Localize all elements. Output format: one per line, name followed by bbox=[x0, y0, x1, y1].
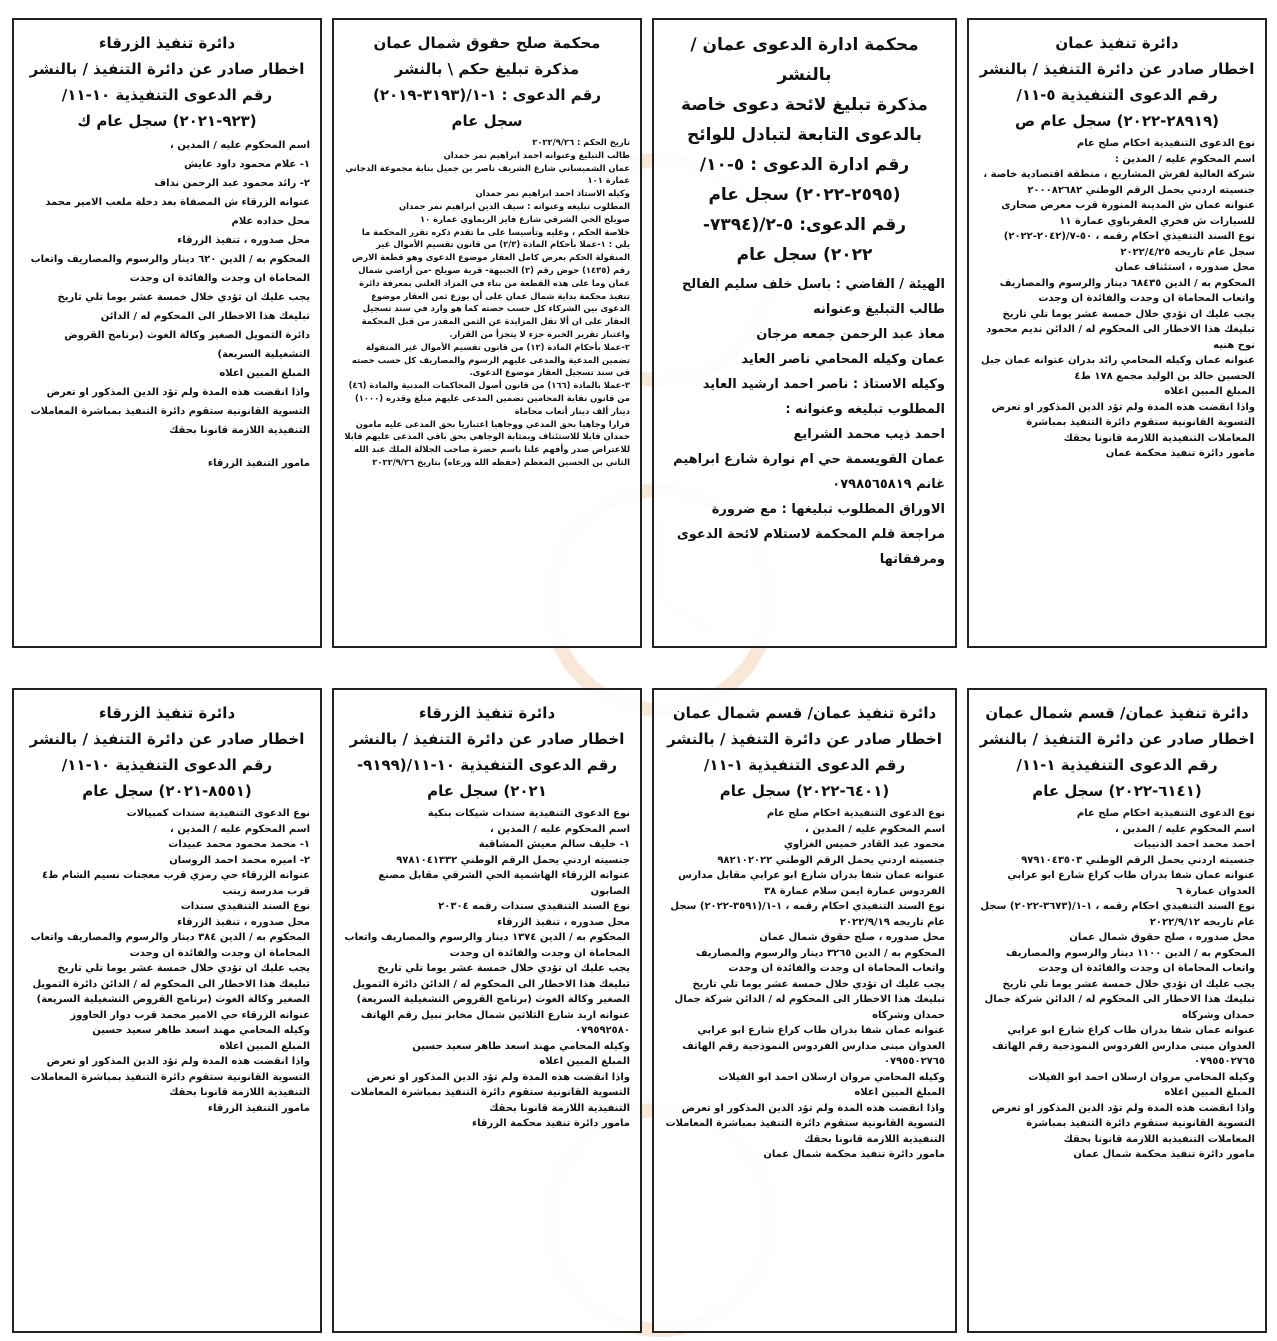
notice-amman-execution bbox=[967, 18, 1267, 648]
notice-body: نوع الدعوى التنفيذية احكام صلح عام اسم المحكوم عليه / المدين : شركة العالية لفرش المشاريع ، منطقة اقتصادية خاصة ، جنسيته اردني يحمل الرقم الوطني ٢٠٠٠٨٢٦٨٢ عنوانه عمان ش المدينة المنورة قرب معرض صحارى للسيارات ش فخري العقرباوي عمارة ١١ نوع السند التنفيذي احكام رقمه ، ٥٠-٧/(٢٠٤٢-٢٠٢٢) سجل عام تاريخه ٢٠٢٢/٤/٢٥ محل صدوره ، استئناف عمان المحكوم به / الدين ٦٨٤٣٥ دينار والرسوم والمصاريف واتعاب المحاماة ان وجدت والفائدة ان وجدت يجب عليك ان تؤدي خلال خمسة عشر يوما تلي تاريخ تبليغك هذا الاخطار الى المحكوم له / الدائن نديم محمود نوح هنيه عنوانه عمان وكيله المحامي رائد بدران عنوانه عمان جبل الحسين خالد بن الوليد مجمع ١٧٨ ط٤ المبلغ المبين اعلاه واذا انقضت هذه المدة ولم تؤد الدين المذكور او تعرض التسوية القانونية ستقوم دائرة التنفيذ بمباشرة المعاملات التنفيذية اللازمة قانونا بحقك مامور دائرة تنفيذ محكمة عمان bbox=[981, 138, 1255, 459]
notice-heading: دائرة تنفيذ عمان/ قسم شمال عمان اخطار صادر عن دائرة التنفيذ / بالنشر رقم الدعوى التنفيذية ١-١١/ (٦٤٠١-٢٠٢٢) سجل عام bbox=[667, 704, 942, 800]
notice-body: نوع الدعوى التنفيذية احكام صلح عام اسم المحكوم عليه / المدين ، محمود عبد القادر خميس الغزاوي جنسيته اردني يحمل الرقم الوطني ٩٨٢١٠٢٠٢٢ عنوانه عمان شفا بدران شارع ابو عرابي مقابل مدارس الفردوس عمارة ايمن سلام عمارة ٣٨ نوع السند التنفيذي احكام رقمه ، ١-١/(٣٥٩١-٢٠٢٢) سجل عام تاريخه ٢٠٢٢/٩/١٩ محل صدوره ، صلح حقوق شمال عمان المحكوم به / الدين ٣٢٦٥ دينار والرسوم والمصاريف واتعاب المحاماة ان وجدت والفائدة ان وجدت يجب عليك ان تؤدي خلال خمسة عشر يوما تلي تاريخ تبليغك هذا الاخطار الى المحكوم له / الدائن شركة جمال حمدان وشركاه عنوانه عمان شفا بدران طاب كراع شارع ابو عرابي العدوان مبنى مدارس الفردوس النموذجية رقم الهاتف ٠٧٩٥٥٠٢٧٦٥ وكيله المحامي مروان ارسلان احمد ابو الفيلات المبلغ المبين اعلاه واذا انقضت هذه المدة ولم تؤد الدين المذكور او تعرض التسوية القانونية ستقوم دائرة التنفيذ بمباشرة المعاملات التنفيذية اللازمة قانونا بحقك مامور دائرة تنفيذ محكمة شمال عمان bbox=[665, 808, 945, 1160]
notice-north-amman-judgment bbox=[332, 18, 642, 648]
notice-heading: دائرة تنفيذ الزرقاء اخطار صادر عن دائرة التنفيذ / بالنشر رقم الدعوى التنفيذية ١٠-١١/(٩١٩٩- ٢٠٢١) سجل عام bbox=[349, 704, 625, 800]
notice-heading: دائرة تنفيذ عمان اخطار صادر عن دائرة التنفيذ / بالنشر رقم الدعوى التنفيذية ٥-١١/ (٢٨٩١٩-٢٠٢٢) سجل عام ص bbox=[979, 34, 1255, 130]
notice-heading: محكمة صلح حقوق شمال عمان مذكرة تبليغ حكم \ بالنشر رقم الدعوى : ١-١/(٣١٩٣-٢٠١٩) سجل عام bbox=[373, 34, 601, 130]
notice-zarqa-execution-9199 bbox=[332, 688, 642, 1333]
notice-zarqa-execution-923 bbox=[12, 18, 322, 648]
notice-zarqa-execution-8551 bbox=[12, 688, 322, 1333]
notice-north-amman-6401 bbox=[652, 688, 957, 1333]
notice-body: اسم المحكوم عليه / المدين ، ١- علام محمود داود عايش ٢- رائد محمود عبد الرحمن نداف عنوانه الزرقاء ش المصفاة بعد دخلة ملعب الامير محمد محل حداده علام محل صدوره ، تنفيذ الزرقاء المحكوم به / الدين ٦٢٠ دينار والرسوم والمصاريف واتعاب المحاماة ان وجدت والفائدة ان وجدت يجب عليك ان تؤدي خلال خمسة عشر يوما تلي تاريخ تبليغك هذا الاخطار الى المحكوم له / الدائن دائرة التمويل الصغير وكالة الغوث (برنامج القروض التشغيلية السريعة) المبلغ المبين اعلاه واذا انقضت هذه المدة ولم تؤد الدين المذكور او تعرض التسوية القانونية ستقوم دائرة التنفيذ بمباشرة المعاملات التنفيذية اللازمة قانونا بحقك مامور التنفيذ الزرقاء bbox=[30, 140, 310, 469]
notice-body: نوع الدعوى التنفيذية سندات شيكات بنكية اسم المحكوم عليه / المدين ، ١- خليف سالم معيش المشاقبة جنسيته اردني يحمل الرقم الوطني ٩٧٨١٠٤١٣٣٢ عنوانه الزرقاء الهاشمية الحي الشرقي مقابل مصنع الصابون نوع السند التنفيذي سندات رقمه ٢٠٣٠٤ محل صدوره ، تنفيذ الزرقاء المحكوم به / الدين ١٣٧٤ دينار والرسوم والمصاريف واتعاب المحاماة ان وجدت والفائدة ان وجدت يجب عليك ان تؤدي خلال خمسة عشر يوما تلي تاريخ تبليغك هذا الاخطار الى المحكوم له / الدائن دائرة التمويل الصغير وكالة الغوث (برنامج القروض التشغيلية السريعة) عنوانه اربد شارع الثلاثين شمال مخابز نبيل رقم الهاتف ٠٧٩٥٩٢٥٨٠ وكيله المحامي مهند اسعد طاهر سعيد حسين المبلغ المبين اعلاه واذا انقضت هذه المدة ولم تؤد الدين المذكور او تعرض التسوية القانونية ستقوم دائرة التنفيذ بمباشرة المعاملات التنفيذية اللازمة قانونا بحقك مامور دائرة تنفيذ محكمة الزرقاء bbox=[344, 808, 630, 1129]
notice-body: نوع الدعوى التنفيذية سندات كمبيالات اسم المحكوم عليه / المدين ، ١- محمد محمود محمد عبيدات ٢- اميره محمد احمد الروسان عنوانه الزرقاء حي رمزي قرب معجنات نسيم الشام ط٤ قرب مدرسة زينب نوع السند التنفيذي سندات محل صدوره ، تنفيذ الزرقاء المحكوم به / الدين ٣٨٤ دينار والرسوم والمصاريف واتعاب المحاماة ان وجدت والفائدة ان وجدت يجب عليك ان تؤدي خلال خمسة عشر يوما تلي تاريخ تبليغك هذا الاخطار الى المحكوم له / الدائن دائرة التمويل الصغير وكالة الغوث (برنامج القروض التشغيلية السريعة) عنوانه الزرقاء حي الامير محمد قرب دوار الحاووز وكيله المحامي مهند اسعد طاهر سعيد حسين المبلغ المبين اعلاه واذا انقضت هذه المدة ولم تؤد الدين المذكور او تعرض التسوية القانونية ستقوم دائرة التنفيذ بمباشرة المعاملات التنفيذية اللازمة قانونا بحقك مامور التنفيذ الزرقاء bbox=[30, 808, 310, 1114]
notice-heading: دائرة تنفيذ عمان/ قسم شمال عمان اخطار صادر عن دائرة التنفيذ / بالنشر رقم الدعوى التنفيذية ١-١١/ (٦١٤١-٢٠٢٢) سجل عام bbox=[979, 704, 1255, 800]
notice-heading: محكمة ادارة الدعوى عمان /بالنشر مذكرة تبليغ لائحة دعوى خاصة بالدعوى التابعة لتبادل للوائح رقم ادارة الدعوى : ٥-١٠/ (٢٥٩٥-٢٠٢٢) سجل عام رقم الدعوى: ٥-٢/(٧٣٩٤- ٢٠٢٢) سجل عام bbox=[681, 35, 928, 265]
notice-north-amman-6141 bbox=[967, 688, 1267, 1333]
notice-heading: دائرة تنفيذ الزرقاء اخطار صادر عن دائرة التنفيذ / بالنشر رقم الدعوى التنفيذية ١٠-١١/ (٩٢٣-٢٠٢١) سجل عام ك bbox=[29, 34, 305, 130]
notice-case-management-amman bbox=[652, 18, 957, 648]
notice-heading: دائرة تنفيذ الزرقاء اخطار صادر عن دائرة التنفيذ / بالنشر رقم الدعوى التنفيذية ١٠-١١/ (٨٥٥١-٢٠٢١) سجل عام bbox=[29, 704, 305, 800]
notice-body: نوع الدعوى التنفيذية احكام صلح عام اسم المحكوم عليه / المدين ، احمد محمد احمد الذنيبات جنسيته اردني يحمل الرقم الوطني ٩٧٩١٠٤٣٥٠٣ عنوانه عمان شفا بدران طاب كراع شارع ابو عرابي العدوان عمارة ٦ نوع السند التنفيذي احكام رقمه ، ١-١/(٣٦٧٣-٢٠٢٢) سجل عام تاريخه ٢٠٢٢/٩/١٢ محل صدوره ، صلح حقوق شمال عمان المحكوم به / الدين ١١٠٠ دينار والرسوم والمصاريف واتعاب المحاماة ان وجدت والفائدة ان وجدت يجب عليك ان تؤدي خلال خمسة عشر يوما تلي تاريخ تبليغك هذا الاخطار الى المحكوم له / الدائن شركة جمال حمدان وشركاه عنوانه عمان شفا بدران طاب كراع شارع ابو عرابي العدوان مبنى مدارس الفردوس النموذجية رقم الهاتف ٠٧٩٥٥٠٢٧٦٥ وكيله المحامي مروان ارسلان احمد ابو الفيلات المبلغ المبين اعلاه واذا انقضت هذه المدة ولم تؤد الدين المذكور او تعرض التسوية القانونية ستقوم دائرة التنفيذ بمباشرة المعاملات التنفيذية اللازمة قانونا بحقك مامور دائرة تنفيذ محكمة شمال عمان bbox=[980, 808, 1255, 1160]
notice-body: الهيئة / القاضي : باسل خلف سليم الفالح طالب التبليغ وعنوانه معاذ عبد الرحمن جمعه مرجان عمان وكيله المحامي ناصر العايد وكيله الاستاذ : ناصر احمد ارشيد العايد المطلوب تبليغه وعنوانه : احمد ذيب محمد الشرايع عمان القويسمة حي ام نوارة شارع ابراهيم غانم ٠٧٩٨٥٦٥٨١٩ الاوراق المطلوب تبليغها : مع ضرورة مراجعة قلم المحكمة لاستلام لائحة الدعوى ومرفقاتها bbox=[673, 277, 945, 567]
notice-body: تاريخ الحكم : ٢٠٢٢/٩/٢٦ طالب التبليغ وعنوانه احمد ابراهيم نمر حمدان عمان الشميساني شارع الشريف ناصر بن جميل بناية مجموعة الدجاني عمارة ١٠١ وكيله الاستاذ احمد ابراهيم نمر حمدان المطلوب تبليغه وعنوانه : سيف الدين ابراهيم نمر حمدان صويلح الحي الشرقي شارع فايز الريماوي عمارة ١٠ خلاصة الحكم ، وعليه وتأسيسا على ما تقدم ذكره تقرر المحكمة ما يلي : ١-عملا بأحكام المادة (٢/٣) من قانون تقسيم الأموال غير المنقولة الحكم بعرض كامل العقار موضوع الدعوى وهو قطعة الارض رقم (١٤٣٥) حوض رقم (٢) الجبيهة- قرية صويلح -من أراضي شمال عمان وما على هذه القطعة من بناء في المزاد العلني بمعرفة دائرة تنفيذ محكمة بداية شمال عمان على أن يوزع ثمن العقار موضوع الدعوى بين الشركاء كل حسب حصته كما هو وارد في سند تسجيل العقار على ان ألا تقل المزايدة عن الثمن المقدر من قبل المحكمة واعتبار تقرير الخبرة جزء لا يتجزأ من القرار. ٢-عملا بأحكام المادة (١٢) من قانون تقسيم الأموال غير المنقولة تضمين المدعية والمدعى عليهم الرسوم والمصاريف كل حسب حصته في سند تسجيل العقار موضوع الدعوى. ٣-عملا بالمادة (١٦٦) من قانون أصول المحاكمات المدنية والمادة (٤٦) من قانون نقابة المحامين تضمين المدعى عليهم مبلغ وقدره (١٠٠٠) دينار ألف دينار أتعاب محاماة قرارا وجاهيا بحق المدعي ووجاهيا اعتباريا بحق المدعى عليه مامون حمدان قابلا للاستئناف وبمثابة الوجاهي بحق باقي المدعى عليهم قابلا للاعتراض صدر وأفهم علنا باسم حضرة صاحب الجلالة الملك عبد الله الثاني بن الحسين المعظم (حفظه الله ورعاه) بتاريخ ٢٠٢٢/٩/٢٦ bbox=[344, 137, 630, 467]
